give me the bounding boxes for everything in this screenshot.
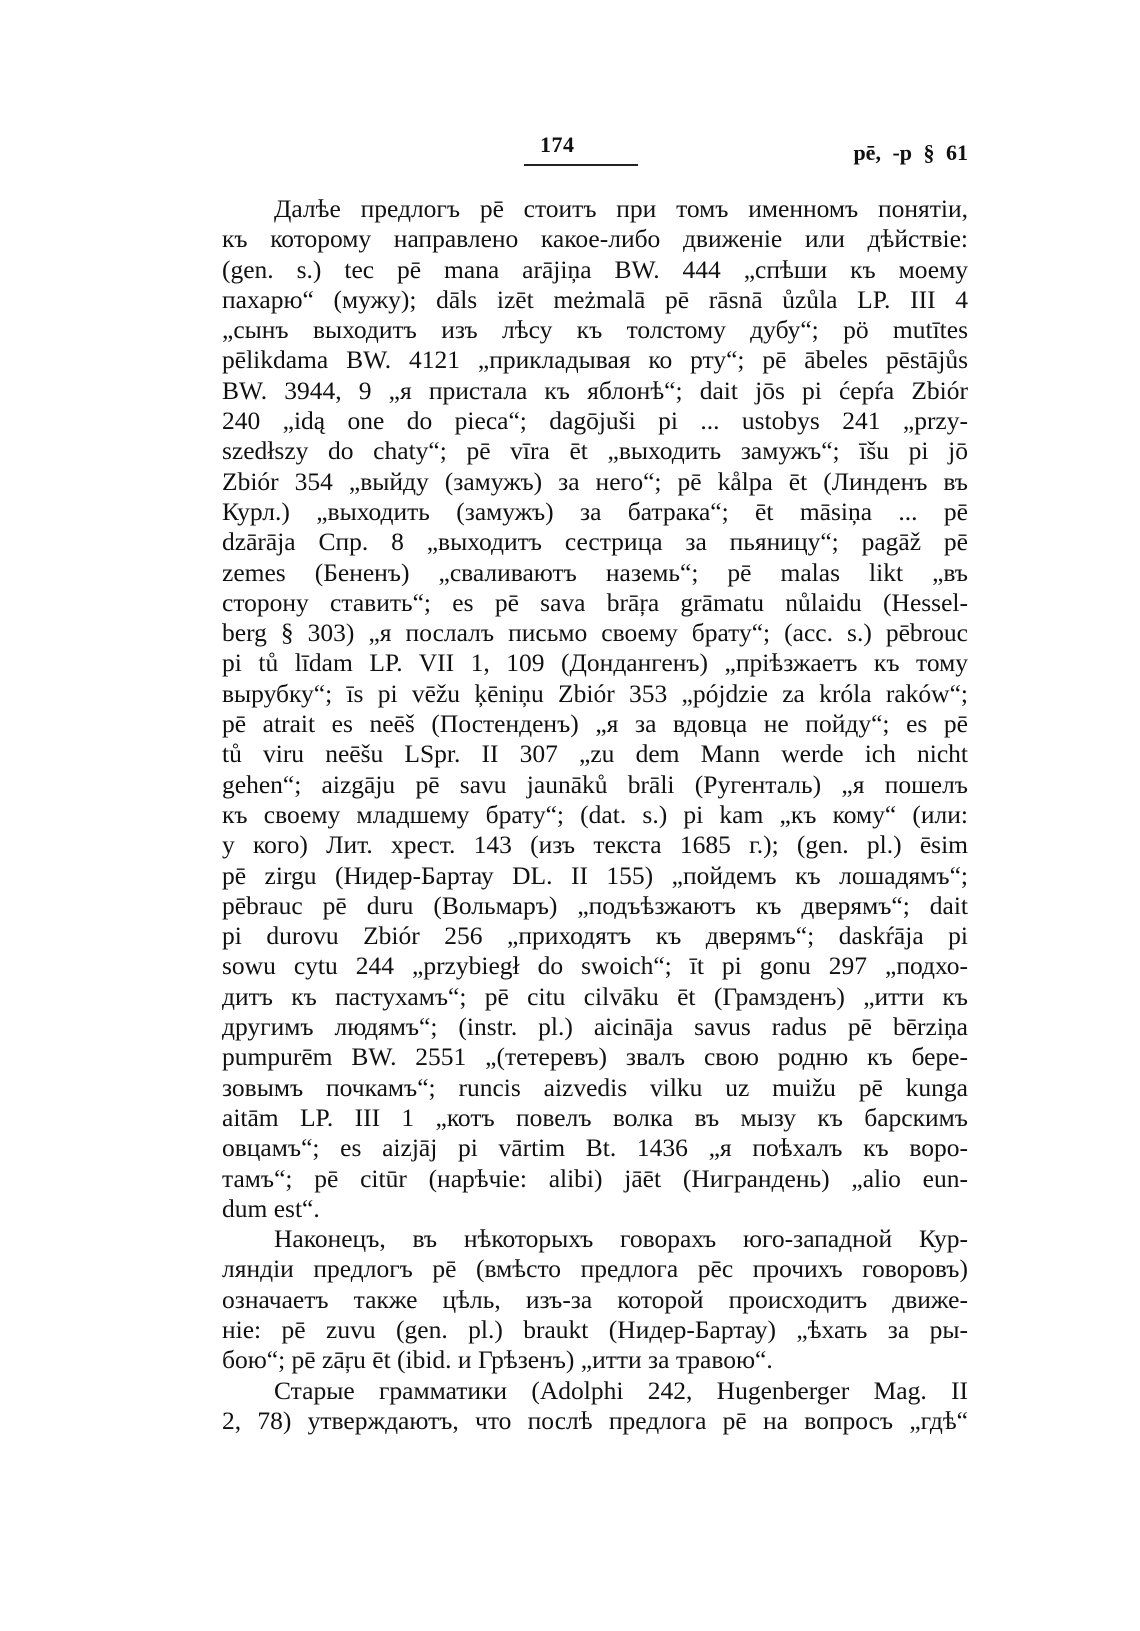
text-line: pēlikdama BW. 4121 „прикладывая ко рту“; pē ābeles pēstājůs [222, 345, 968, 375]
text-line: szedłszy do chaty“; pē vīra ēt „выходить замужъ“; īšu pi jō [222, 436, 968, 466]
text-line: dzārāja Спр. 8 „выходитъ сестрица за пьяницу“; pagāž pē [222, 527, 968, 557]
text-line: aitām LP. III 1 „котъ повелъ волка въ мызу къ барскимъ [222, 1102, 968, 1132]
text-line: Далѣе предлогъ pē стоитъ при томъ именномъ понятіи, [274, 194, 968, 223]
text-line: 240 „idą one do pieca“; dagōjuši pi ... ustobys 241 „przy- [222, 406, 968, 436]
text-line: pi durovu Zbiór 256 „приходятъ къ дверямъ“; daskŕāja pi [222, 921, 968, 951]
text-line: BW. 3944, 9 „я пристала къ яблонѣ“; dait jōs pi ćepŕa Zbiór [222, 375, 968, 405]
text-line: pē zirgu (Нидер-Бартау DL. II 155) „пойдемъ къ лошадямъ“; [222, 860, 968, 890]
text-line: ніе: pē zuvu (gen. pl.) braukt (Нидер-Бартау) „ѣхать за ры- [222, 1314, 968, 1344]
page-header [222, 132, 968, 172]
text-line: pēbrauc pē duru (Вольмаръ) „подъѣзжаютъ къ дверямъ“; dait [222, 890, 968, 920]
text-line: (gen. s.) tec pē mana arājiņa BW. 444 „спѣши къ моему [222, 254, 968, 284]
text-line: означаетъ также цѣль, изъ-за которой происходитъ движе- [222, 1284, 968, 1314]
text-line: дитъ къ пастухамъ“; pē citu cilvāku ēt (Грамзденъ) „итти къ [222, 981, 968, 1011]
page-number: 174 [540, 132, 575, 157]
text-line: къ которому направлено какое-либо движеніе или дѣйствіе: [222, 224, 968, 254]
text-line: сторону ставить“; es pē sava brāŗa grāmatu nůlaidu (Hessel- [222, 587, 968, 617]
running-head: pē, -p § 61 [853, 140, 968, 165]
text-line: тамъ“; pē citūr (нарѣчіе: alibi) jāēt (Ниграндень) „alio eun- [222, 1163, 968, 1193]
text-line: sowu cytu 244 „przybiegł do swoich“; īt pi gonu 297 „подхо- [222, 951, 968, 981]
text-line: Старые грамматики (Adolphi 242, Hugenberger Mag. II [274, 1375, 968, 1405]
text-line: pumpurēm BW. 2551 „(тетеревъ) звалъ свою родню къ бере- [222, 1042, 968, 1072]
text-line: Наконецъ, въ нѣкоторыхъ говорахъ юго-западной Кур- [274, 1224, 968, 1254]
text-line: овцамъ“; es aizjāj pi vārtim Bt. 1436 „я поѣхалъ къ воро- [222, 1133, 968, 1163]
text-line: къ своему младшему брату“; (dat. s.) pi kam „къ кому“ (или: [222, 799, 968, 829]
text-line: вырубку“; īs pi vēžu ķēniņu Zbiór 353 „pójdzie za króla raków“; [222, 678, 968, 708]
text-line: пахарю“ (мужу); dāls izēt meżmalā pē rāsnā ůzůla LP. III 4 [222, 284, 968, 314]
text-line: zemes (Бененъ) „сваливаютъ наземь“; pē malas likt „въ [222, 557, 968, 587]
header-rule [524, 164, 638, 166]
text-line: tů viru neēšu LSpr. II 307 „zu dem Mann werde ich nicht [222, 739, 968, 769]
body-text [222, 194, 968, 1436]
text-line: зовымъ почкамъ“; runcis aizvedis vilku uz muižu pē kunga [222, 1072, 968, 1102]
text-line: berg § 303) „я послалъ письмо своему брату“; (acc. s.) pēbrouc [222, 618, 968, 648]
text-line: „сынъ выходитъ изъ лѣсу къ толстому дубу“; pö mutītes [222, 315, 968, 345]
text-line: Курл.) „выходить (замужъ) за батрака“; ēt māsiņa ... pē [222, 496, 968, 526]
text-line: 2, 78) утверждаютъ, что послѣ предлога pē на вопросъ „гдѣ“ [222, 1405, 968, 1435]
text-line: бою“; pē zāŗu ēt (ibid. и Грѣзенъ) „итти за травою“. [222, 1345, 773, 1375]
text-line: pi tů līdam LP. VII 1, 109 (Дондангенъ) „пріѣзжаетъ къ тому [222, 648, 968, 678]
text-line: pē atrait es neēš (Постенденъ) „я за вдовца не пойду“; es pē [222, 709, 968, 739]
text-line: ляндіи предлогъ pē (вмѣсто предлога pēc прочихъ говоровъ) [222, 1254, 968, 1284]
text-line: у кого) Лит. хрест. 143 (изъ текста 1685 г.); (gen. pl.) ēsim [222, 830, 968, 860]
text-line: gehen“; aizgāju pē savu jaunāků brāli (Ругенталь) „я пошелъ [222, 769, 968, 799]
text-line: dum est“. [222, 1193, 320, 1223]
text-line: другимъ людямъ“; (instr. pl.) aicināja savus radus pē bērziņa [222, 1012, 968, 1042]
text-line: Zbiór 354 „выйду (замужъ) за него“; pē kålpa ēt (Линденъ въ [222, 466, 968, 496]
